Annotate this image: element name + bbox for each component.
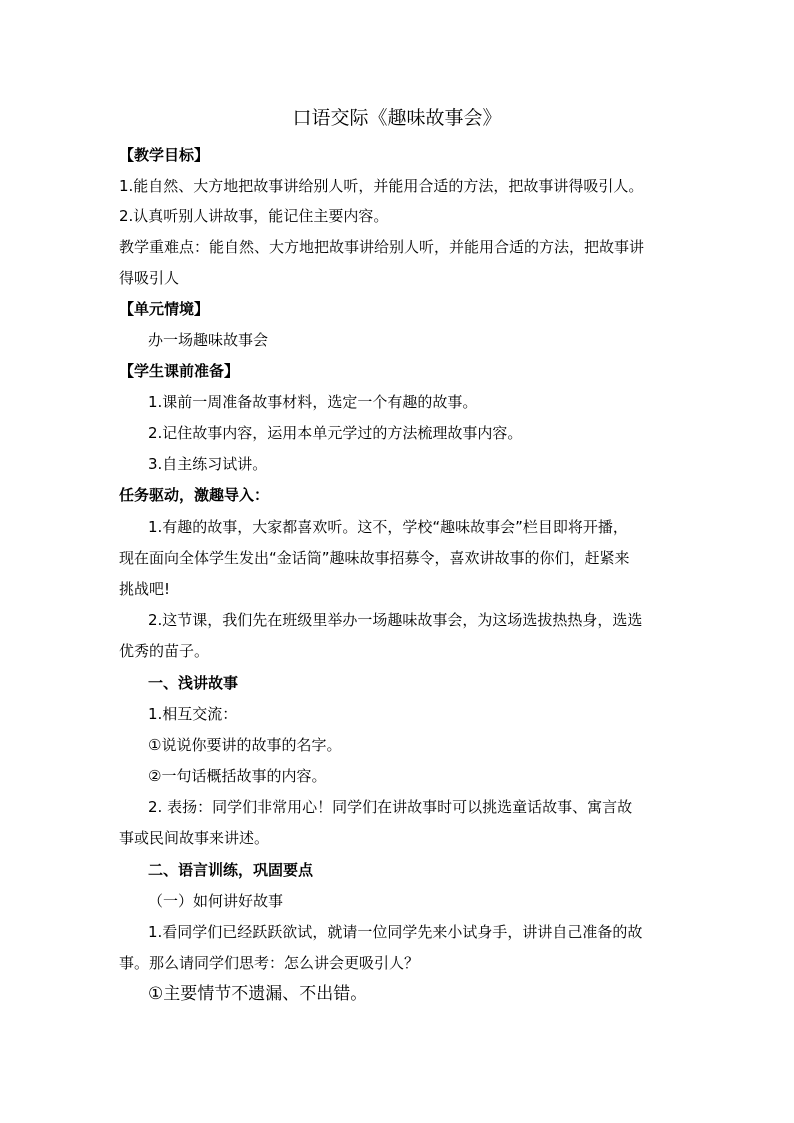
page-title: 口语交际《趣味故事会》: [292, 107, 502, 129]
part2-sub-heading: （一）如何讲好故事: [148, 892, 284, 910]
situation-text: 办一场趣味故事会: [148, 331, 269, 349]
part1-item-2-line-2: 事或民间故事来讲述。: [119, 829, 270, 847]
prep-item-3: 3.自主练习试讲。: [148, 455, 268, 473]
situation-heading: 【单元情境】: [119, 300, 210, 318]
task-heading: 任务驱动，激趣导入：: [119, 486, 270, 504]
task-2-line-2: 优秀的苗子。: [119, 642, 210, 660]
part1-sub-2: ②一句话概括故事的内容。: [148, 767, 327, 785]
task-2-line-1: 2.这节课，我们先在班级里举办一场趣味故事会，为这场选拔热热身，选选: [148, 611, 643, 629]
prep-item-1: 1.课前一周准备故事材料，选定一个有趣的故事。: [148, 393, 478, 411]
task-1-line-2: 现在面向全体学生发出“金话筒”趣味故事招募令，喜欢讲故事的你们，赶紧来: [119, 549, 630, 567]
goal-1: 1.能自然、大方地把故事讲给别人听，并能用合适的方法，把故事讲得吸引人。: [119, 177, 644, 195]
task-1-line-1: 1.有趣的故事，大家都喜欢听。这不，学校“趣味故事会”栏目即将开播，: [148, 518, 628, 536]
key-points-line-1: 教学重难点：能自然、大方地把故事讲给别人听，并能用合适的方法，把故事讲: [119, 238, 645, 256]
goals-heading: 【教学目标】: [119, 146, 210, 164]
prep-heading: 【学生课前准备】: [119, 362, 240, 380]
task-1-line-3: 挑战吧!: [119, 580, 171, 598]
part1-sub-1: ①说说你要讲的故事的名字。: [148, 736, 342, 754]
part2-item-1-line-1: 1.看同学们已经跃跃欲试，就请一位同学先来小试身手，讲讲自己准备的故: [148, 923, 643, 941]
part1-item-2-line-1: 2. 表扬：同学们非常用心！同学们在讲故事时可以挑选童话故事、寓言故: [148, 798, 633, 816]
key-points-line-2: 得吸引人: [119, 269, 180, 287]
part1-heading: 一、浅讲故事: [148, 674, 239, 692]
part2-heading: 二、语言训练，巩固要点: [148, 861, 314, 879]
prep-item-2: 2.记住故事内容，运用本单元学过的方法梳理故事内容。: [148, 424, 523, 442]
part2-item-1-line-2: 事。那么请同学们思考：怎么讲会更吸引人？: [119, 954, 420, 972]
part2-point-1: ①主要情节不遗漏、不出错。: [148, 984, 368, 1004]
part1-item-1: 1.相互交流：: [148, 705, 238, 723]
goal-2: 2.认真听别人讲故事，能记住主要内容。: [119, 207, 389, 225]
